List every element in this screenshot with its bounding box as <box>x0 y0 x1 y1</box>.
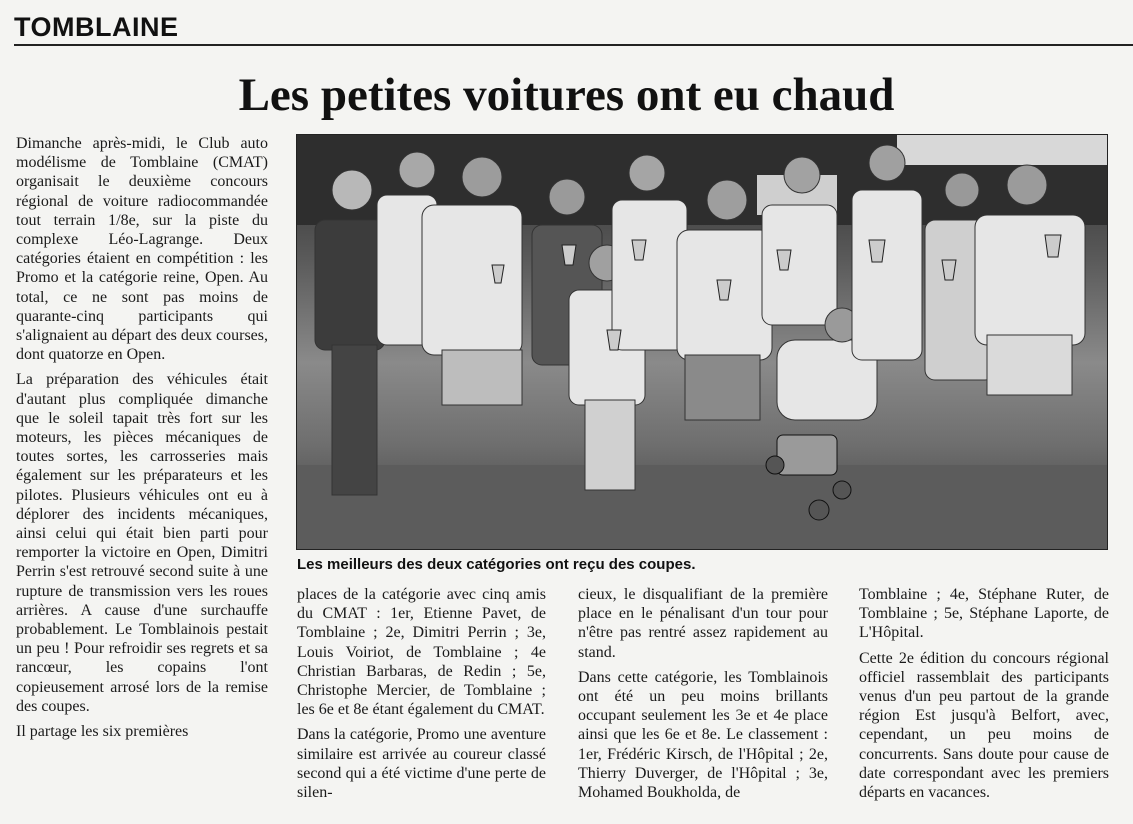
article-column-4 <box>859 585 1109 821</box>
paragraph: places de la catégorie avec cinq amis du CMAT : 1er, Etienne Pavet, de Tomblaine ; 2e, Dimitri Perrin ; 3e, Louis Voiriot, de Tomblaine ; 4e Christian Barbaras, de Redin ; 5e, Christophe Mercier, de Tomblaine ; les 6e et 8e étant également du CMAT. <box>297 586 546 719</box>
paragraph: Il partage les six premières <box>16 723 189 741</box>
paragraph: Dans la catégorie, Promo une aventure similaire est arrivée au coureur classé second qui a été victime d'une perte de silen- <box>297 726 546 802</box>
section-rule <box>14 44 1133 46</box>
article-headline: Les petites voitures ont eu chaud <box>238 69 895 121</box>
photo-caption: Les meilleurs des deux catégories ont reçu des coupes. <box>297 556 696 573</box>
paragraph: Dimanche après-midi, le Club auto modélisme de Tomblaine (CMAT) organisait le deuxième concours régional de voiture radiocommandée tout terrain 1/8e, sur la piste du complexe Léo-Lagrange. Deux catégories étaient en compétition : les Promo et la catégorie reine, Open. Au total, ce ne sont pas moins de quarante-cinq participants qui s'alignaient au départ des deux courses, dont quatorze en Open. <box>16 135 268 364</box>
paragraph: Dans cette catégorie, les Tomblainois ont été un peu moins brillants occupant seulement les 3e et 4e place ainsi que les 6e et 8e. Le classement : 1er, Frédéric Kirsch, de l'Hôpital ; 2e, Thierry Duverger, de l'Hôpital ; 3e, Mohamed Boukholda, de <box>578 668 828 802</box>
article-column-1 <box>16 134 268 820</box>
paragraph: Cette 2e édition du concours régional officiel rassemblait des participants venus d'un peu partout de la grande région Est jusqu'à Belfort, avec, cependant, un peu moins de concurrents. Sans doute pour cause de date correspondant avec les premiers départs en vacances. <box>859 649 1109 802</box>
paragraph: Tomblaine ; 4e, Stéphane Ruter, de Tomblaine ; 5e, Stéphane Laporte, de L'Hôpital. <box>859 586 1109 642</box>
group-photo <box>296 134 1108 550</box>
photo-illustration <box>297 135 1107 549</box>
article-column-3 <box>578 585 828 821</box>
paragraph: La préparation des véhicules était d'autant plus compliquée dimanche que le soleil tapait très fort sur les moteurs, les pièces mécaniques de toutes sortes, les carrosseries mais également sur les préparateurs et les pilotes. Plusieurs véhicules ont eu à déplorer des incidents mécaniques, ainsi celui qui était bien parti pour remporter la victoire en Open, Dimitri Perrin s'est retrouvé second suite à une rupture de transmission vers les roues arrières. A cause d'une surchauffe probablement. Le Tomblainois pestait un peu ! Pour refroidir ses regrets et sa rancœur, les copains l'ont copieusement arrosé lors de la remise des coupes. <box>16 371 268 715</box>
section-title: TOMBLAINE <box>14 12 179 42</box>
article-column-2 <box>297 585 546 821</box>
paragraph: cieux, le disqualifiant de la première place en le pénalisant d'un tour pour n'être pas rentré assez rapidement au stand. <box>578 586 828 661</box>
